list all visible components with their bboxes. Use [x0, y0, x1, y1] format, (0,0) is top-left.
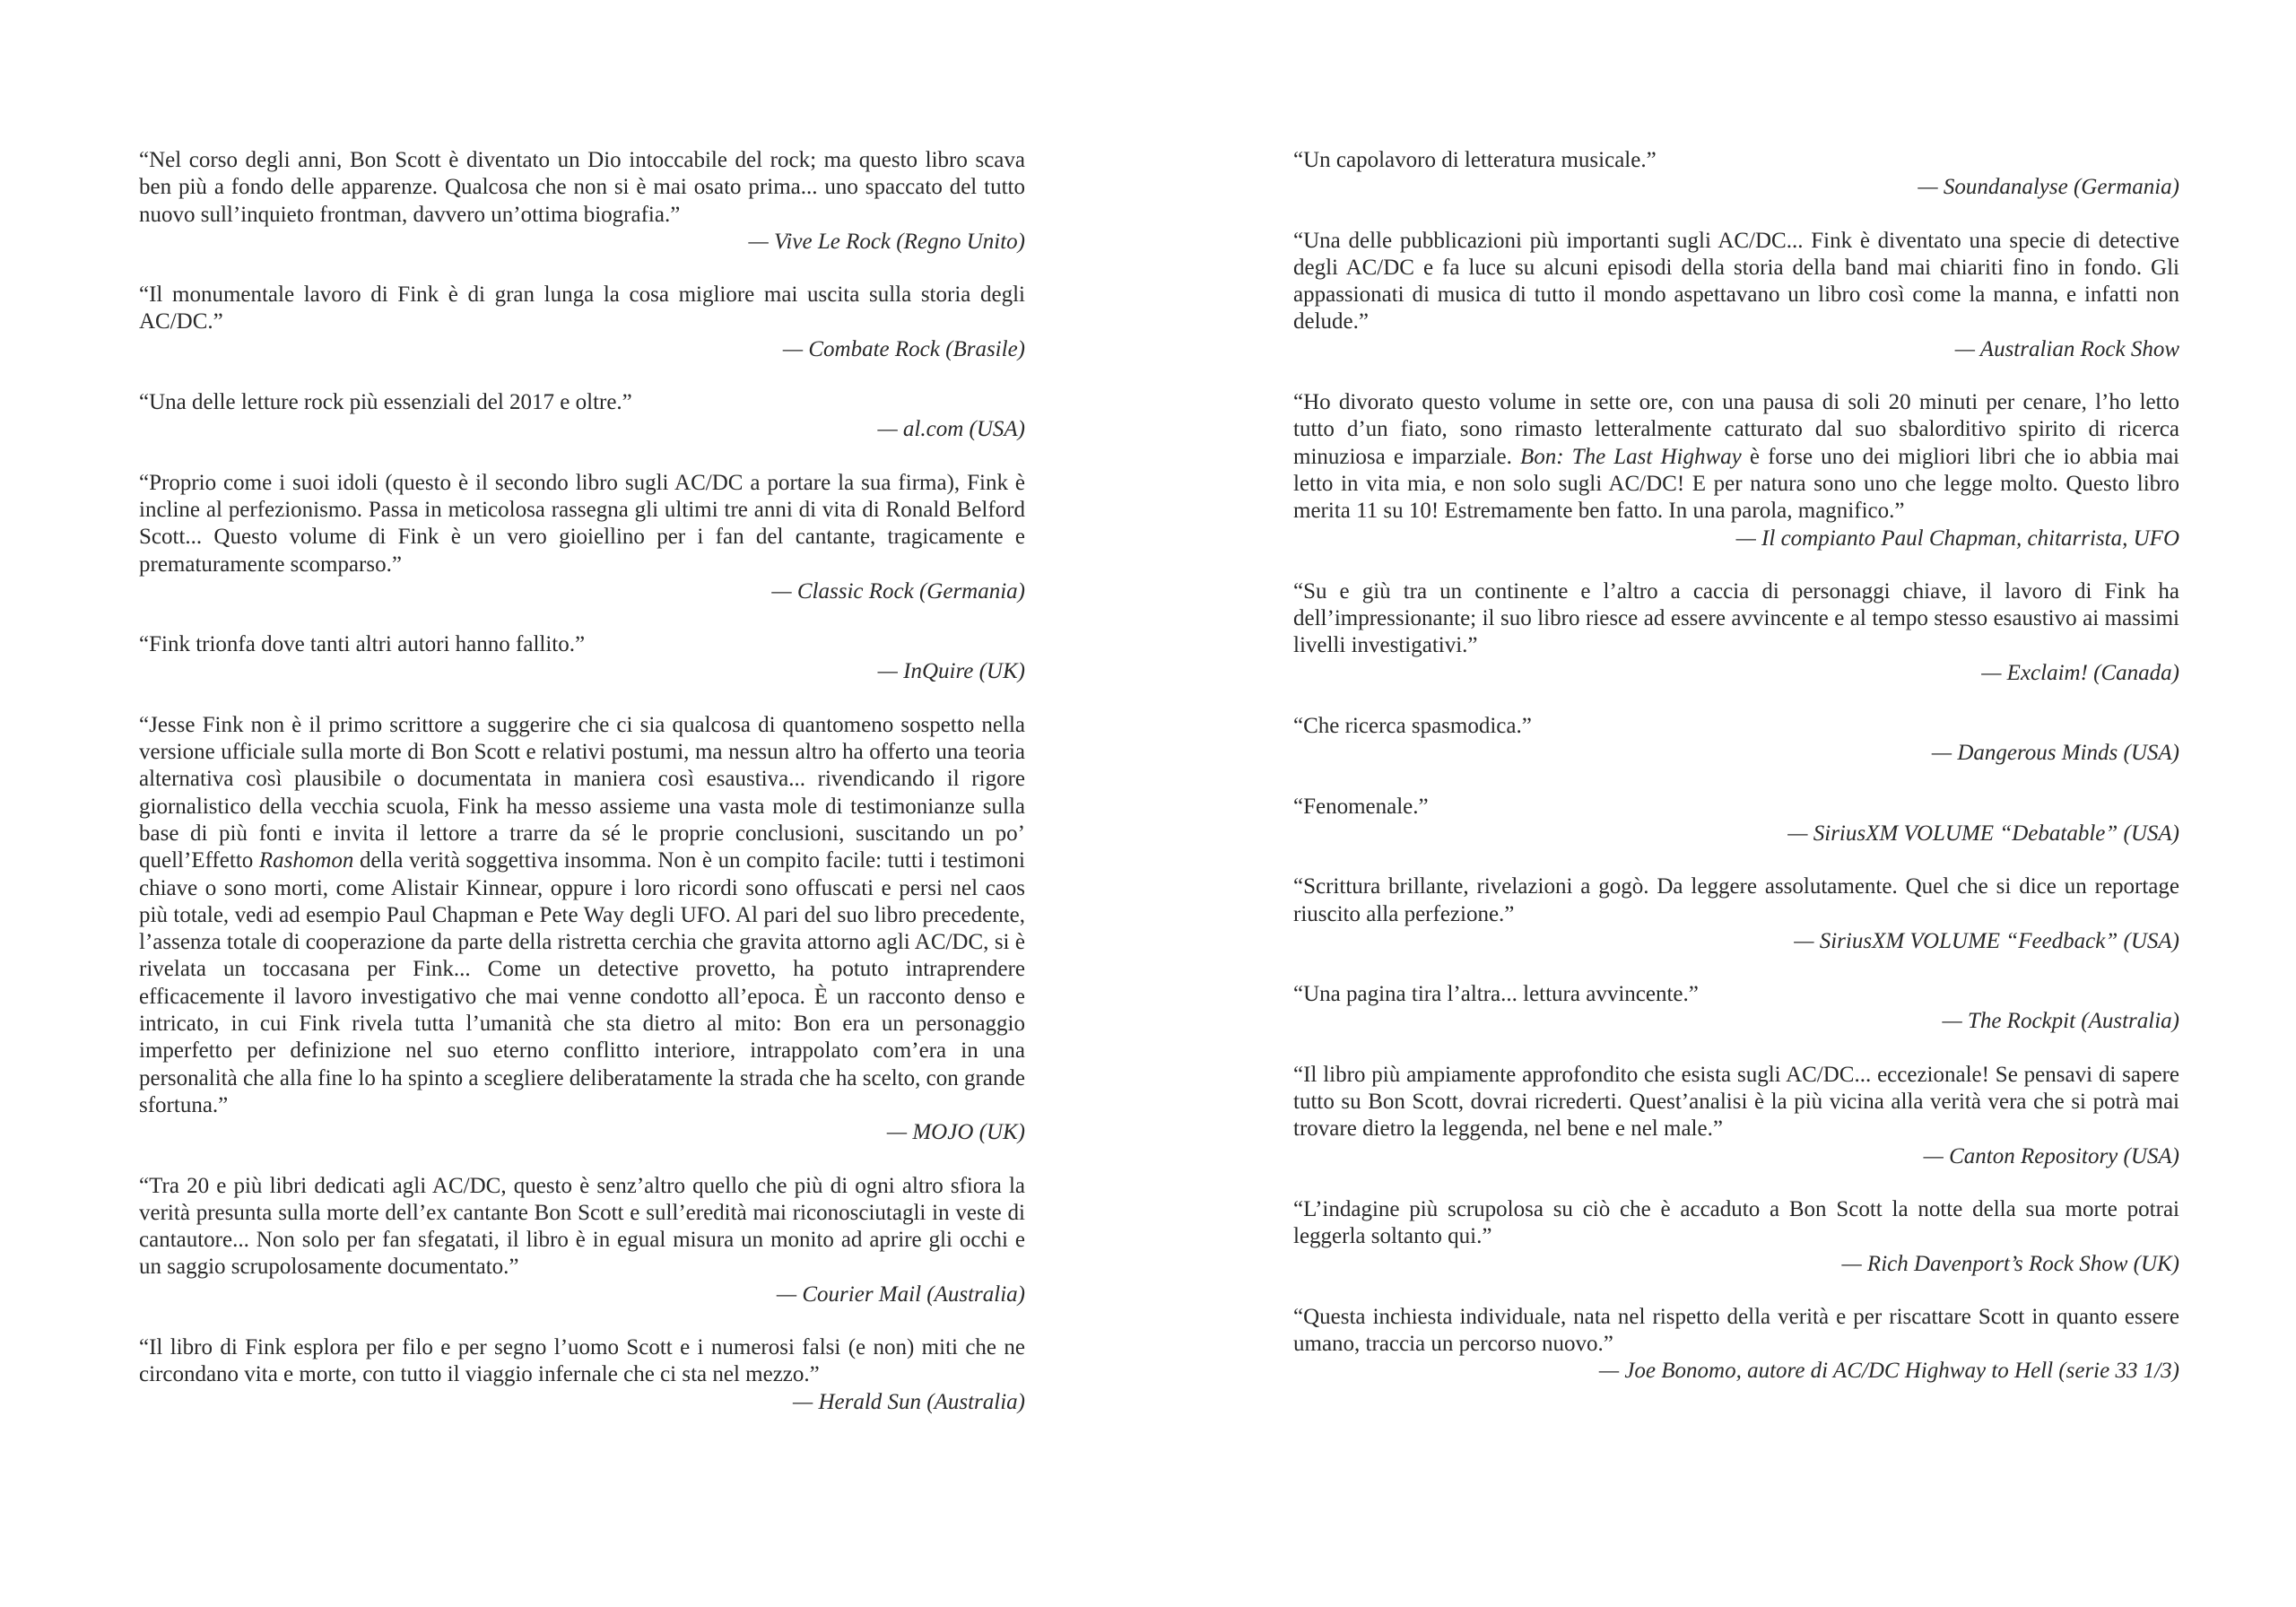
quote-text: “Jesse Fink non è il primo scrittore a suggerire che ci sia qualcosa di quantomeno sospetto nella versione ufficiale sulla morte di Bon Scott e relativi postumi, ma nessun altro ha offerto una teoria alternativa così plausibile o documentata in maniera così esaustiva... rivendicando il rigore giornalistico della vecchia scuola, Fink ha messo assieme una vasta mole di testimonianze sulla base di più fonti e invita il lettore a trarre da sé le proprie conclusioni, suscitando un po’ quell’Effetto [139, 712, 1025, 873]
review-source: — SiriusXM VOLUME “Debatable” (USA) [1787, 821, 2179, 846]
review-quote: “Il libro più ampiamente approfondito che esista sugli AC/DC... eccezionale! Se pensavi di sapere tutto su Bon Scott, dovrai ricrederti. Quest’analisi è la più vicina alla verità vera che si potrà mai trovare dietro la leggenda, nel bene e nel male.” [1293, 1062, 2179, 1142]
review-item [1293, 981, 2179, 1036]
review-quote: “Una pagina tira l’altra... lettura avvincente.” [1293, 982, 1699, 1007]
review-source: — Combate Rock (Brasile) [782, 336, 1025, 361]
review-item [1293, 794, 2179, 848]
left-page [139, 147, 1025, 1442]
quote-italic-title: Bon: The Last Highway [1519, 444, 1742, 469]
quote-text: “Ho divorato questo volume in sette ore, con una pausa di soli 20 minuti per cenare, l’ho letto tutto d’un fiato, sono rimasto letteralmente catturato dal suo sbalorditivo spirito di ricerca minuziosa e imparziale. [1293, 390, 2179, 469]
quote-text: della verità soggettiva insomma. Non è un compito facile: tutti i testimoni chiave o sono morti, come Alistair Kinnear, oppure i loro ricordi sono offuscati e persi nel caos più totale, vedi ad esempio Paul Chapman e Pete Way degli UFO. Al pari del suo libro precedente, l’assenza totale di cooperazione da parte della ristretta cerchia che gravita attorno agli AC/DC, si è rivelata un toccasana per Fink... Come un detective provetto, ha potuto intraprendere efficacemente il lavoro investigativo che mai venne condotto all’epoca. È un racconto denso e intricato, in cui Fink rivela tutta l’umanità che sta dietro al mito: Bon era un personaggio imperfetto per definizione nel suo eterno conflitto interiore, intrappolato com’era in una personalità che alla fine lo ha spinto a scegliere deliberatamente la strada che ha scelto, con grande sfortuna.” [139, 848, 1025, 1117]
review-source: — Canton Repository (USA) [1923, 1143, 2179, 1168]
review-quote: “Scrittura brillante, rivelazioni a gogò. Da leggere assolutamente. Quel che si dice un reportage riuscito alla perfezione.” [1293, 874, 2179, 926]
review-item [1293, 1196, 2179, 1278]
review-source: — SiriusXM VOLUME “Feedback” (USA) [1794, 928, 2179, 953]
review-quote: “Su e giù tra un continente e l’altro a caccia di personaggi chiave, il lavoro di Fink ha dell’impressionante; il suo libro riesce ad essere avvincente e al tempo stesso esaustivo ai massimi livelli investigativi.” [1293, 578, 2179, 658]
review-item [1293, 1062, 2179, 1170]
review-quote [1293, 389, 2179, 525]
review-quote: “Fink trionfa dove tanti altri autori hanno fallito.” [139, 632, 586, 657]
review-item [1293, 1304, 2179, 1385]
review-quote: “Fenomenale.” [1293, 794, 1429, 819]
review-item [1293, 873, 2179, 955]
review-item [139, 147, 1025, 256]
review-source: — Rich Davenport’s Rock Show (UK) [1841, 1251, 2179, 1276]
review-quote: “Proprio come i suoi idoli (questo è il secondo libro sugli AC/DC a portare la sua firma), Fink è incline al perfezionismo. Passa in meticolosa rassegna gli ultimi tre anni di vita di Ronald Belford Scott... Questo volume di Fink è un vero gioiellino per i fan del cantante, tragicamente e prematuramente scomparso.” [139, 470, 1025, 577]
review-source: — Australian Rock Show [1954, 336, 2179, 361]
review-item [1293, 147, 2179, 202]
review-quote: “L’indagine più scrupolosa su ciò che è accaduto a Bon Scott la notte della sua morte potrai leggerla soltanto qui.” [1293, 1196, 2179, 1249]
review-quote: “Una delle pubblicazioni più importanti sugli AC/DC... Fink è diventato una specie di detective degli AC/DC e fa luce su alcuni episodi della storia della band mai chiariti fino in fondo. Gli appassionati di musica di tutto il mondo aspettavano un libro così come la manna, e infatti non delude.” [1293, 228, 2179, 334]
review-source: — Classic Rock (Germania) [771, 578, 1025, 604]
review-item [139, 389, 1025, 444]
review-source: — Dangerous Minds (USA) [1931, 741, 2179, 766]
review-source: — Herald Sun (Australia) [792, 1389, 1025, 1414]
review-item [1293, 713, 2179, 768]
review-quote: “Che ricerca spasmodica.” [1293, 714, 1532, 739]
review-item [139, 470, 1025, 605]
review-source: — Courier Mail (Australia) [776, 1281, 1025, 1307]
review-source: — Il compianto Paul Chapman, chitarrista, UFO [1735, 526, 2179, 551]
review-source: — Exclaim! (Canada) [1981, 660, 2179, 685]
review-quote [139, 712, 1025, 1119]
review-item [1293, 228, 2179, 363]
review-quote: “Nel corso degli anni, Bon Scott è diventato un Dio intoccabile del rock; ma questo libro scava ben più a fondo delle apparenze. Qualcosa che non si è mai osato prima... uno spaccato del tutto nuovo sull’inquieto frontman, davvero un’ottima biografia.” [139, 148, 1025, 227]
review-source: — Joe Bonomo, autore di AC/DC Highway to Hell (serie 33 1/3) [1598, 1359, 2179, 1384]
review-quote: “Un capolavoro di letteratura musicale.” [1293, 148, 1657, 172]
review-item [139, 1334, 1025, 1416]
review-quote: “Il monumentale lavoro di Fink è di gran lunga la cosa migliore mai uscita sulla storia degli AC/DC.” [139, 282, 1025, 334]
review-item [139, 1173, 1025, 1308]
review-item [139, 282, 1025, 363]
quote-italic-title: Rashomon [258, 848, 354, 873]
review-source: — MOJO (UK) [886, 1120, 1025, 1145]
review-item [139, 712, 1025, 1147]
review-source: — InQuire (UK) [877, 659, 1025, 684]
review-quote: “Una delle letture rock più essenziali del 2017 e oltre.” [139, 390, 632, 415]
review-source: — Vive Le Rock (Regno Unito) [748, 229, 1025, 254]
review-item [1293, 389, 2179, 552]
review-source: — The Rockpit (Australia) [1942, 1009, 2179, 1034]
review-item [139, 631, 1025, 686]
review-quote: “Il libro di Fink esplora per filo e per segno l’uomo Scott e i numerosi falsi (e non) miti che ne circondano vita e morte, con tutto il viaggio infernale che ci sta nel mezzo.” [139, 1334, 1025, 1387]
review-quote: “Questa inchiesta individuale, nata nel rispetto della verità e per riscattare Scott in quanto essere umano, traccia un percorso nuovo.” [1293, 1304, 2179, 1357]
quote-text: è forse uno dei migliori libri che io abbia mai letto in vita mia, e non solo sugli AC/DC! E per natura sono uno che legge molto. Questo libro merita 11 su 10! Estremamente ben fatto. In una parola, magnifico.” [1293, 444, 2179, 524]
right-page [1293, 147, 2179, 1412]
review-source: — Soundanalyse (Germania) [1918, 175, 2179, 200]
review-item [1293, 578, 2179, 687]
review-source: — al.com (USA) [877, 417, 1025, 442]
review-quote: “Tra 20 e più libri dedicati agli AC/DC, questo è senz’altro quello che più di ogni altro sfiora la verità presunta sulla morte dell’ex cantante Bon Scott e sull’eredità mai riconosciutagli in veste di cantautore... Non solo per fan sfegatati, il libro è in egual misura un monito ad aprire gli occhi e un saggio scrupolosamente documentato.” [139, 1173, 1025, 1280]
